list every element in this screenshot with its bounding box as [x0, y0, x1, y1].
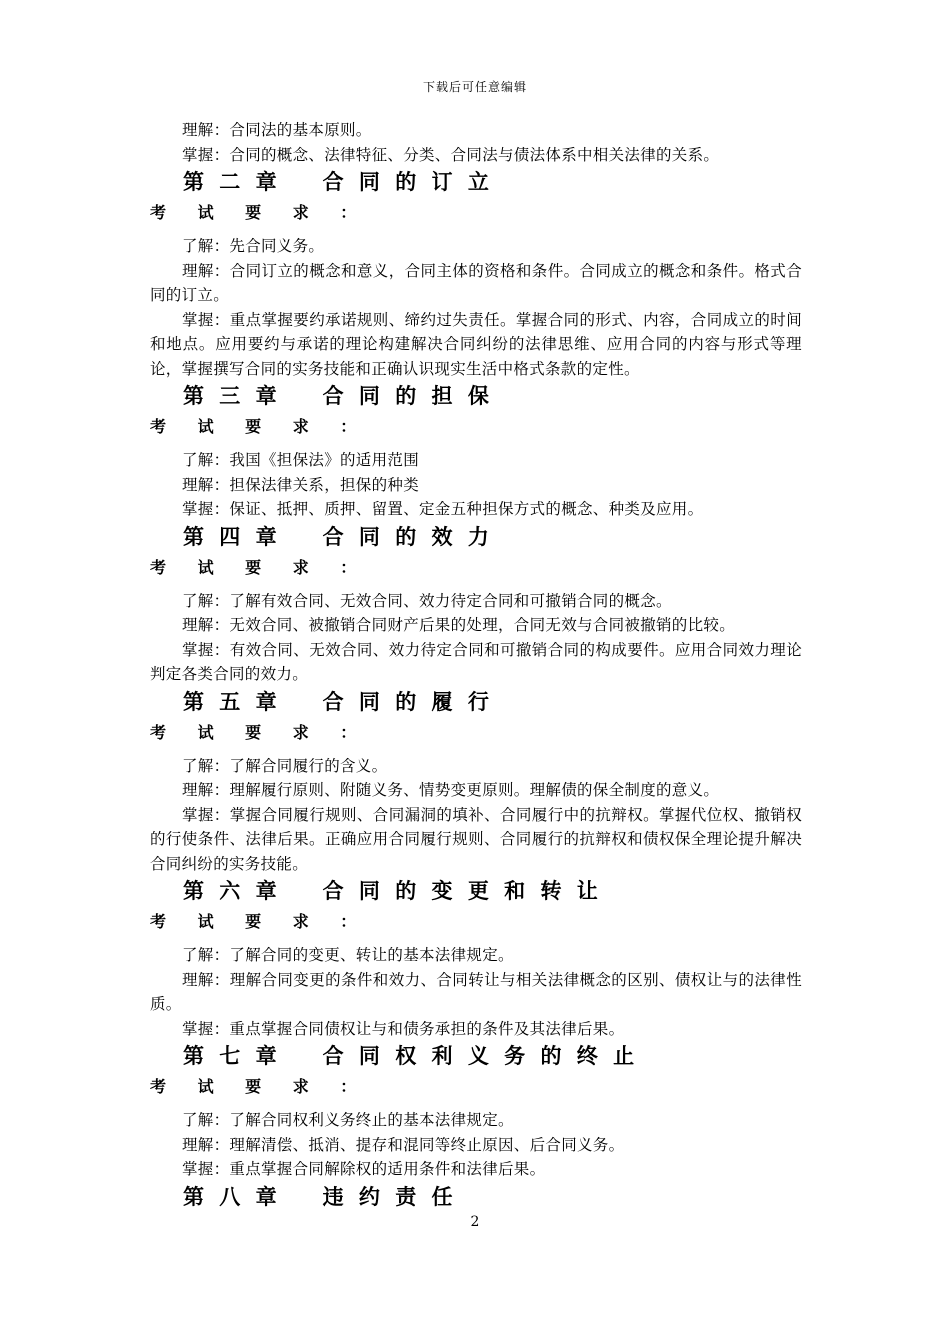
- chapter-number: 第 七 章: [183, 1044, 281, 1068]
- chapter-title: 合 同 的 订 立: [322, 170, 493, 194]
- requirements-label: 考 试 要 求 ：: [150, 557, 370, 577]
- requirement-paragraph: 掌握：有效合同、无效合同、效力待定合同和可撤销合同的构成要件。应用合同效力理论判定各类合同的效力。: [150, 640, 802, 683]
- chapter-number: 第 六 章: [183, 879, 281, 903]
- requirements-label: 考 试 要 求 ：: [150, 417, 370, 436]
- chapter-heading: [150, 689, 802, 716]
- requirement-paragraph: 掌握：保证、抵押、质押、留置、定金五种担保方式的概念、种类及应用。: [182, 500, 704, 518]
- chapter-title: 合 同 的 效 力: [322, 524, 493, 549]
- chapter-heading: [150, 1184, 802, 1211]
- chapter-title: 合 同 的 变 更 和 转 让: [322, 879, 602, 903]
- requirements-label: 考 试 要 求 ：: [150, 912, 370, 931]
- document-body: [150, 118, 802, 1215]
- requirement-paragraph: 理解：合同订立的概念和意义，合同主体的资格和条件。合同成立的概念和条件。格式合同的订立。: [150, 261, 802, 304]
- chapter-title: 合 同 的 担 保: [322, 384, 493, 408]
- page-header: 下载后可任意编辑: [422, 80, 527, 94]
- chapter-number: 第 五 章: [183, 689, 281, 714]
- chapter-title: 合 同 的 履 行: [322, 689, 493, 714]
- chapter-number: 第 二 章: [183, 170, 281, 194]
- intro-paragraph: 掌握：合同的概念、法律特征、分类、合同法与债法体系中相关法律的关系。: [182, 145, 720, 164]
- requirement-paragraph: 理解：担保法律关系，担保的种类: [182, 475, 420, 494]
- chapter-title: 违 约 责 任: [322, 1184, 457, 1209]
- requirement-paragraph: 了解：我国《担保法》的适用范围: [182, 451, 420, 469]
- chapter-number: 第 八 章: [183, 1184, 281, 1209]
- chapter-heading: [150, 383, 802, 410]
- requirement-paragraph: 掌握：重点掌握合同解除权的适用条件和法律后果。: [182, 1160, 546, 1178]
- chapter-number: 第 三 章: [183, 384, 281, 408]
- page-number: 2: [470, 1214, 480, 1230]
- requirement-paragraph: 了解：先合同义务。: [182, 237, 325, 255]
- chapter-heading: [150, 878, 802, 905]
- chapter-heading: [150, 1043, 802, 1070]
- chapter-number: 第 四 章: [183, 524, 281, 549]
- requirement-paragraph: 了解：了解合同的变更、转让的基本法律规定。: [182, 946, 514, 964]
- requirement-paragraph: 掌握：重点掌握合同债权让与和债务承担的条件及其法律后果。: [182, 1019, 625, 1038]
- requirement-paragraph: 掌握：重点掌握要约承诺规则、缔约过失责任。掌握合同的形式、内容，合同成立的时间和地点。应用要约与承诺的理论构建解决合同纠纷的法律思维、应用合同的内容与形式等理论，掌握撰写合同的实务技能和正确认识现实生活中格式条款的定性。: [150, 310, 802, 378]
- requirement-paragraph: 了解：了解合同权利义务终止的基本法律规定。: [182, 1111, 514, 1129]
- requirement-paragraph: 理解：理解合同变更的条件和效力、合同转让与相关法律概念的区别、债权让与的法律性质。: [150, 970, 802, 1013]
- requirements-label: 考 试 要 求 ：: [150, 1077, 370, 1096]
- chapter-heading: [150, 524, 802, 551]
- requirements-label: 考 试 要 求 ：: [150, 722, 370, 742]
- requirement-paragraph: 理解：理解清偿、抵消、提存和混同等终止原因、后合同义务。: [182, 1135, 625, 1154]
- intro-paragraph: 理解：合同法的基本原则。: [182, 121, 372, 139]
- requirement-paragraph: 理解：无效合同、被撤销合同财产后果的处理，合同无效与合同被撤销的比较。: [182, 616, 736, 634]
- requirement-paragraph: 掌握：掌握合同履行规则、合同漏洞的填补、合同履行中的抗辩权。掌握代位权、撤销权的行使条件、法律后果。正确应用合同履行规则、合同履行的抗辩权和债权保全理论提升解决合同纠纷的实务技能。: [150, 805, 802, 873]
- requirement-paragraph: 了解：了解合同履行的含义。: [182, 756, 388, 775]
- requirement-paragraph: 了解：了解有效合同、无效合同、效力待定合同和可撤销合同的概念。: [182, 591, 672, 610]
- requirement-paragraph: 理解：理解履行原则、附随义务、情势变更原则。理解债的保全制度的意义。: [182, 781, 720, 799]
- chapter-heading: [150, 169, 802, 196]
- requirements-label: 考 试 要 求 ：: [150, 203, 370, 222]
- chapter-title: 合 同 权 利 义 务 的 终 止: [322, 1044, 639, 1068]
